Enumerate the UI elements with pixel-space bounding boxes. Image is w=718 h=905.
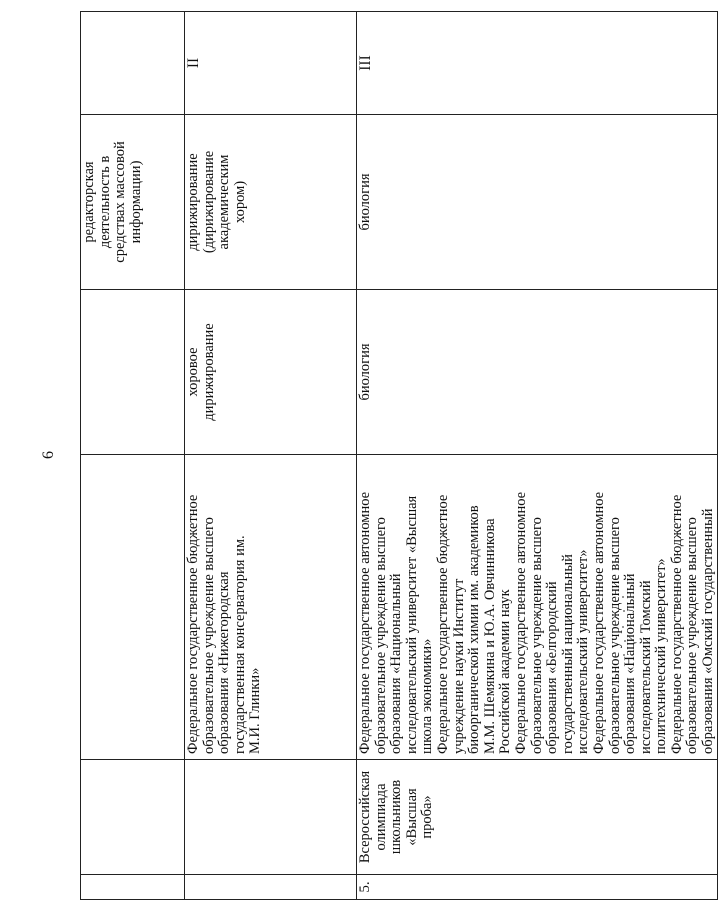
cell-line: биоорганической химии им. академиков — [466, 505, 483, 754]
olympiad-name-cell — [357, 760, 718, 875]
cell-line: Федеральное государственное бюджетное — [668, 494, 685, 754]
table-row — [81, 12, 185, 900]
cell-line: дирижирование — [185, 153, 201, 251]
cell-line: образования «Национальный — [622, 573, 639, 754]
cell-line: Российской академии наук — [497, 589, 514, 754]
cell-line: образовательное учреждение высшего — [200, 517, 217, 754]
cell-line: хором) — [231, 180, 248, 224]
cell-line: «Высшая проба» — [403, 788, 436, 846]
cell-line: олимпиада — [372, 783, 389, 851]
cell-line: политехнический университет» — [653, 558, 670, 754]
cell-line: Всероссийская — [357, 770, 373, 864]
subject-cell — [81, 115, 185, 290]
profile-cell — [81, 290, 185, 455]
cell-line: биология — [357, 343, 373, 401]
cell-line: образования «Национальный — [388, 573, 405, 754]
cell-line: образования «Нижегородская — [216, 571, 233, 754]
cell-line: академическим — [216, 154, 233, 250]
table-row — [185, 12, 357, 900]
olympiad-name-cell — [81, 760, 185, 875]
cell-line: (дирижирование — [200, 150, 217, 254]
table-row — [357, 12, 718, 900]
cell-line: Федеральное государственное автономное — [590, 491, 607, 754]
row-number-cell — [81, 875, 185, 900]
level-cell — [81, 12, 185, 115]
cell-line: образовательное учреждение высшего — [606, 517, 623, 754]
cell-line: исследовательский университет» — [575, 549, 592, 754]
cell-line: учреждение науки Институт — [450, 578, 467, 754]
cell-line: образования «Белгородский — [544, 581, 561, 754]
cell-line: государственная консерватория им. — [231, 535, 248, 754]
subject-cell — [357, 115, 718, 290]
cell-line: Федеральное государственное автономное — [512, 491, 529, 754]
page-number: 6 — [40, 451, 57, 459]
cell-line: образовательное учреждение высшего — [372, 517, 389, 754]
cell-line: информации) — [127, 160, 144, 244]
organizer-cell — [81, 455, 185, 760]
cell-line: биология — [357, 173, 373, 231]
cell-line: средствах массовой — [112, 141, 129, 263]
profile-cell — [357, 290, 718, 455]
cell-line: хоровое — [185, 347, 201, 397]
row-number-cell — [185, 875, 357, 900]
cell-line: образования «Омский государственный — [700, 508, 717, 754]
cell-line: образовательное учреждение высшего — [528, 517, 545, 754]
cell-line: М.И. Глинки» — [247, 667, 264, 754]
cell-line: редакторская — [81, 161, 97, 243]
cell-line: М.М. Шемякина и Ю.А. Овчинникова — [481, 518, 498, 754]
cell-line: деятельность в — [96, 155, 113, 249]
organizer-cell — [185, 455, 357, 760]
subject-cell — [185, 115, 357, 290]
olympiad-table — [80, 11, 718, 900]
cell-line: исследовательский Томский — [637, 580, 654, 754]
cell-line: исследовательский университет «Высшая — [403, 495, 420, 754]
table-container — [80, 12, 717, 900]
level-cell: III — [357, 12, 718, 115]
cell-line: Федеральное государственное автономное — [357, 491, 373, 754]
cell-line: Федеральное государственное бюджетное — [185, 494, 201, 754]
organizer-cell — [357, 455, 718, 760]
olympiad-name-cell — [185, 760, 357, 875]
cell-line: государственный национальный — [559, 554, 576, 754]
row-number-cell: 5. — [357, 875, 718, 900]
cell-line: дирижирование — [200, 323, 217, 421]
profile-cell — [185, 290, 357, 455]
cell-line: образовательное учреждение высшего — [684, 517, 701, 754]
cell-line: школа экономики» — [419, 638, 436, 754]
cell-line: Федеральное государственное бюджетное — [434, 494, 451, 754]
level-cell: II — [185, 12, 357, 115]
cell-line: школьников — [388, 779, 405, 855]
